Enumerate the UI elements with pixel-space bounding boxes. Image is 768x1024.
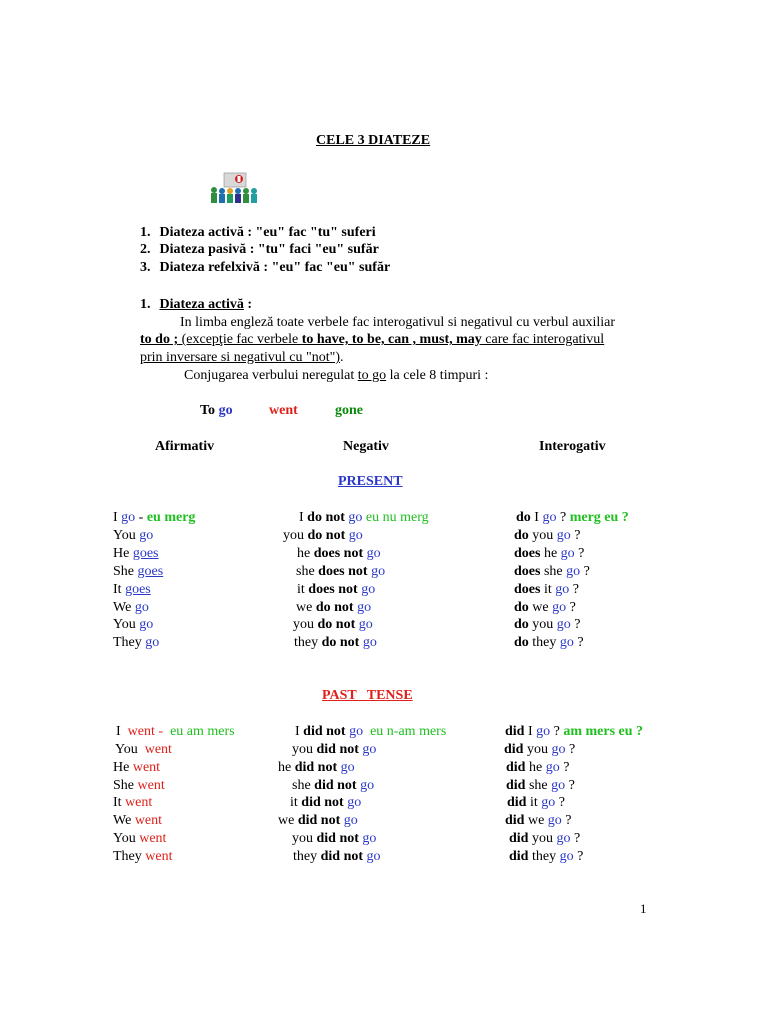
present-negative-row: we do not go [296,600,372,615]
paragraph-text: la cele 8 timpuri : [386,368,489,383]
past-interrogative-row: did they go ? [509,849,584,864]
paragraph-text: (excepţie fac verbele [178,332,302,347]
past-interrogative-row: did you go ? [509,831,581,846]
paragraph-text: . [340,350,344,365]
present-negative-row: he does not go [297,546,381,561]
past-affirmative-row: They went [113,849,173,864]
present-negative-row: you do not go [293,617,373,632]
translation-text: merg eu ? [569,510,629,525]
present-interrogative-row: do you go ? [514,617,581,632]
past-interrogative-row: did I go ? am mers eu ? [505,724,644,739]
present-interrogative-row: do they go ? [514,635,584,650]
past-interrogative-row: did you go ? [504,742,576,757]
present-affirmative-row: It goes [113,582,151,597]
to-go-text: to go [357,368,387,383]
present-negative-row: it does not go [297,582,376,597]
column-header-negative: Negativ [343,439,389,454]
translation-text: eu n-am mers [370,724,447,739]
past-affirmative-row: It went [113,795,153,810]
paragraph-line [140,349,344,366]
past-negative-row: you did not go [292,831,377,846]
past-interrogative-row: did we go ? [505,813,572,828]
exception-verbs-text: to have, to be, can , must, may [301,332,482,347]
translation-text: eu nu merg [365,510,429,525]
present-interrogative-row: do we go ? [514,600,576,615]
past-affirmative-row: I went - eu am mers [116,724,235,739]
list-text: Diateza refelxivă : "eu" fac "eu" sufăr [159,260,391,275]
translation-text: am mers eu ? [563,724,644,739]
past-interrogative-row: did it go ? [507,795,565,810]
paragraph-line: In limba engleză toate verbele fac interogativul si negativul cu verbul auxiliar [180,315,615,330]
present-negative-row: you do not go [283,528,363,543]
verb-form: go [121,510,136,525]
section-number: 1. [140,297,151,312]
column-header-affirmative: Afirmativ [155,439,215,454]
verb-base-form: go [218,403,233,418]
list-text: Diateza pasivă : "tu" faci "eu" sufăr [159,242,379,257]
people-group-clipart-icon [208,170,264,206]
section-heading-suffix: : [243,297,253,312]
past-affirmative-row: He went [113,760,161,775]
past-negative-row: I did not go eu n-am mers [295,724,447,739]
verb-participle-form: gone [335,403,363,418]
past-negative-row: she did not go [292,778,375,793]
past-negative-row: you did not go [292,742,377,757]
list-item [140,259,390,276]
past-negative-row: it did not go [290,795,362,810]
past-negative-row: they did not go [293,849,381,864]
page-number: 1 [640,901,647,916]
verb-forms-line [200,402,233,419]
present-affirmative-row: I go - eu merg [113,510,196,525]
present-interrogative-row: does she go ? [514,564,590,579]
present-negative-row: she does not go [296,564,386,579]
present-affirmative-row: He goes [113,546,159,561]
to-do-text: to do ; [140,332,179,347]
paragraph-line [140,331,604,348]
page-title: CELE 3 DIATEZE [316,133,431,148]
section-heading [140,296,252,313]
paragraph-line [184,367,488,384]
paragraph-text: Conjugarea verbului neregulat [184,368,358,383]
list-number: 3. [140,260,151,275]
translation-text: eu am mers [170,724,235,739]
past-tense-heading: PAST TENSE [322,688,413,703]
list-number: 1. [140,225,151,240]
past-affirmative-row: We went [113,813,163,828]
verb-past-form: went [269,403,298,418]
present-affirmative-row: You go [113,617,154,632]
past-affirmative-row: You went [113,831,167,846]
past-interrogative-row: did she go ? [506,778,575,793]
present-heading: PRESENT [338,474,403,489]
present-interrogative-row: does it go ? [514,582,579,597]
verb-to: To [200,403,219,418]
column-header-interrogative: Interogativ [539,439,606,454]
past-affirmative-row: You went [115,742,172,757]
list-item [140,241,379,258]
paragraph-text: care fac interogativul [481,332,605,347]
present-negative-row: they do not go [294,635,377,650]
section-heading-text: Diateza activă [159,297,244,312]
list-number: 2. [140,242,151,257]
list-text: Diateza activă : "eu" fac "tu" suferi [159,225,376,240]
present-affirmative-row: You go [113,528,154,543]
present-affirmative-row: She goes [113,564,164,579]
present-negative-row: I do not go eu nu merg [299,510,429,525]
translation-text: eu merg [146,510,196,525]
present-affirmative-row: They go [113,635,160,650]
past-affirmative-row: She went [113,778,165,793]
present-interrogative-row: does he go ? [514,546,585,561]
list-item [140,224,376,241]
present-affirmative-row: We go [113,600,149,615]
past-interrogative-row: did he go ? [506,760,570,775]
paragraph-text: prin inversare si negativul cu "not") [140,350,340,365]
present-interrogative-row: do you go ? [514,528,581,543]
past-negative-row: he did not go [278,760,355,775]
present-interrogative-row: do I go ? merg eu ? [516,510,629,525]
past-negative-row: we did not go [278,813,358,828]
